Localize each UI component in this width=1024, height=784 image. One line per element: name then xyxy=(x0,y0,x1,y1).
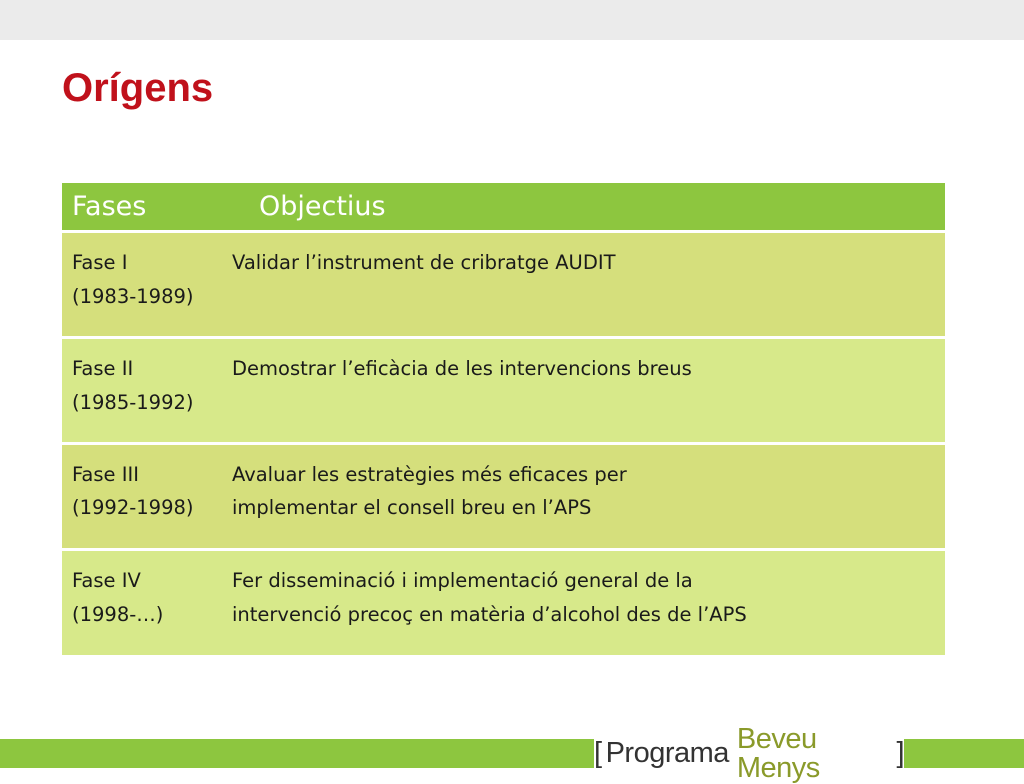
phase-years: (1985-1992) xyxy=(72,390,194,414)
phases-table xyxy=(62,183,945,655)
phase-cell xyxy=(62,231,222,337)
table-row xyxy=(62,549,945,655)
program-logo xyxy=(594,722,904,784)
table-row xyxy=(62,443,945,549)
header-fases: Fases xyxy=(72,190,147,222)
logo-brand-word: Beveu Menys xyxy=(736,722,820,784)
phase-name: Fase III xyxy=(72,462,139,486)
header-objectius: Objectius xyxy=(259,190,386,222)
logo-bracket-open: [ xyxy=(594,737,602,769)
objective-line: Avaluar les estratègies més eficaces per xyxy=(232,462,627,486)
objective-line: Demostrar l’eficàcia de les intervencions breus xyxy=(232,356,692,380)
top-band xyxy=(0,0,1024,40)
objective-cell xyxy=(222,443,945,549)
objective-line: Validar l’instrument de cribratge AUDIT xyxy=(232,250,616,274)
objective-cell xyxy=(222,549,945,655)
phase-cell xyxy=(62,337,222,443)
table-header-row xyxy=(62,183,945,231)
logo-program-word: Programa xyxy=(605,737,729,769)
objective-line: Fer disseminació i implementació general de la xyxy=(232,568,693,592)
slide-title: Orígens xyxy=(62,66,214,110)
phase-years: (1992-1998) xyxy=(72,495,194,519)
phase-cell xyxy=(62,443,222,549)
objective-cell xyxy=(222,337,945,443)
phase-name: Fase I xyxy=(72,250,128,274)
table-row xyxy=(62,231,945,337)
objective-cell xyxy=(222,231,945,337)
phase-cell xyxy=(62,549,222,655)
table-row xyxy=(62,337,945,443)
objective-line: implementar el consell breu en l’APS xyxy=(232,495,592,519)
phase-name: Fase II xyxy=(72,356,134,380)
logo-bracket-close: ] xyxy=(896,737,904,769)
objective-line: intervenció precoç en matèria d’alcohol des de l’APS xyxy=(232,602,747,626)
phase-name: Fase IV xyxy=(72,568,141,592)
phase-years: (1998-…) xyxy=(72,602,164,626)
phase-years: (1983-1989) xyxy=(72,284,194,308)
